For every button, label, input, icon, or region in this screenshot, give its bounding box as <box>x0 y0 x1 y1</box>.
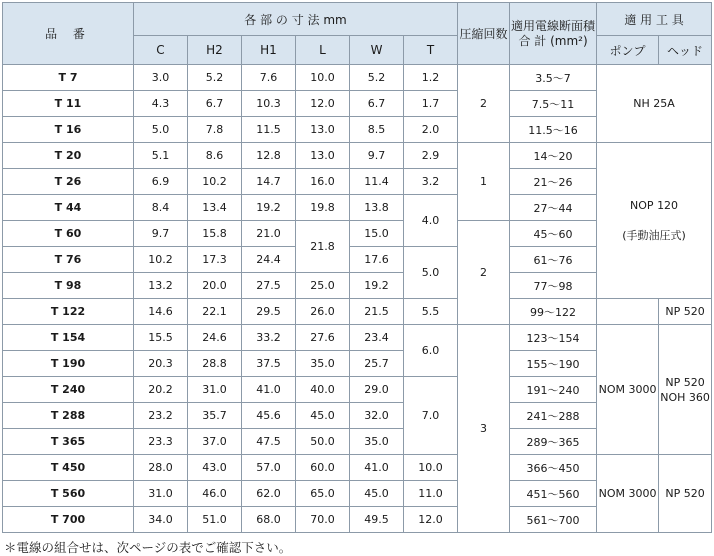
dim-c: 20.3 <box>134 351 188 377</box>
header-wire-area-line1: 適用電線断面積 <box>511 18 596 33</box>
tool-np520: NP 520 <box>659 299 712 325</box>
wire-area: 99～122 <box>510 299 597 325</box>
tool-nop120-name: NOP 120 <box>630 199 679 212</box>
tool-np520-b: NP 520 <box>665 375 705 389</box>
tool-pump-empty <box>597 299 659 325</box>
tool-np520-noh360 <box>659 325 712 455</box>
dim-c: 9.7 <box>134 221 188 247</box>
dim-w: 41.0 <box>350 455 404 481</box>
dim-c: 4.3 <box>134 91 188 117</box>
part-number: T 450 <box>3 455 134 481</box>
dim-l: 50.0 <box>296 429 350 455</box>
footnote: ＊電線の組合せは、次ページの表でご確認下さい。 <box>4 540 292 555</box>
dim-l: 27.6 <box>296 325 350 351</box>
dim-h2: 51.0 <box>188 507 242 533</box>
header-head: ヘッド <box>659 36 712 65</box>
dim-h1: 62.0 <box>242 481 296 507</box>
dim-t-merged: 4.0 <box>404 195 458 247</box>
dim-h2: 46.0 <box>188 481 242 507</box>
dim-l: 25.0 <box>296 273 350 299</box>
part-number: T 76 <box>3 247 134 273</box>
dim-h2: 6.7 <box>188 91 242 117</box>
dim-h2: 17.3 <box>188 247 242 273</box>
header-tools: 適 用 工 具 <box>597 3 712 36</box>
wire-area: 45～60 <box>510 221 597 247</box>
dim-h1: 57.0 <box>242 455 296 481</box>
dim-w: 9.7 <box>350 143 404 169</box>
dim-t: 2.9 <box>404 143 458 169</box>
wire-area: 77～98 <box>510 273 597 299</box>
dim-w: 29.0 <box>350 377 404 403</box>
dim-w: 49.5 <box>350 507 404 533</box>
dim-h1: 24.4 <box>242 247 296 273</box>
dim-c: 15.5 <box>134 325 188 351</box>
dim-h1: 45.6 <box>242 403 296 429</box>
dim-c: 8.4 <box>134 195 188 221</box>
dim-w: 13.8 <box>350 195 404 221</box>
dim-h2: 28.8 <box>188 351 242 377</box>
wire-area: 241～288 <box>510 403 597 429</box>
part-number: T 60 <box>3 221 134 247</box>
tool-nop120-note: (手動油圧式) <box>622 229 686 242</box>
dim-h1: 10.3 <box>242 91 296 117</box>
dim-t-merged: 6.0 <box>404 325 458 377</box>
tool-noh360: NOH 360 <box>660 390 710 404</box>
dim-h2: 10.2 <box>188 169 242 195</box>
header-press-count: 圧縮回数 <box>458 3 510 65</box>
dim-t: 5.5 <box>404 299 458 325</box>
wire-area: 561～700 <box>510 507 597 533</box>
dim-c: 14.6 <box>134 299 188 325</box>
header-pump: ポンプ <box>597 36 659 65</box>
dim-w: 11.4 <box>350 169 404 195</box>
part-number: T 288 <box>3 403 134 429</box>
header-wire-area <box>510 3 597 65</box>
dim-w: 15.0 <box>350 221 404 247</box>
dim-l: 19.8 <box>296 195 350 221</box>
wire-area: 155～190 <box>510 351 597 377</box>
dim-l: 45.0 <box>296 403 350 429</box>
dim-h2: 22.1 <box>188 299 242 325</box>
dim-h1: 27.5 <box>242 273 296 299</box>
wire-area: 3.5～7 <box>510 65 597 91</box>
header-dim-l: L <box>296 36 350 65</box>
part-number: T 20 <box>3 143 134 169</box>
dim-l: 40.0 <box>296 377 350 403</box>
dim-c: 5.0 <box>134 117 188 143</box>
dim-l: 13.0 <box>296 143 350 169</box>
dim-h1: 47.5 <box>242 429 296 455</box>
dim-t: 1.7 <box>404 91 458 117</box>
dim-l: 12.0 <box>296 91 350 117</box>
dim-t-merged: 7.0 <box>404 377 458 455</box>
part-number: T 26 <box>3 169 134 195</box>
press-count: 1 <box>458 143 510 221</box>
table-row <box>3 143 712 169</box>
tool-nh25a: NH 25A <box>597 65 712 143</box>
part-number: T 7 <box>3 65 134 91</box>
part-number: T 154 <box>3 325 134 351</box>
dim-h2: 24.6 <box>188 325 242 351</box>
dim-l: 60.0 <box>296 455 350 481</box>
spec-table <box>2 2 712 533</box>
dim-h1: 33.2 <box>242 325 296 351</box>
part-number: T 16 <box>3 117 134 143</box>
dim-w: 19.2 <box>350 273 404 299</box>
dim-c: 20.2 <box>134 377 188 403</box>
dim-h2: 5.2 <box>188 65 242 91</box>
part-number: T 44 <box>3 195 134 221</box>
dim-c: 6.9 <box>134 169 188 195</box>
dim-t: 1.2 <box>404 65 458 91</box>
table-row <box>3 325 712 351</box>
dim-t: 10.0 <box>404 455 458 481</box>
table-row <box>3 455 712 481</box>
table-row <box>3 299 712 325</box>
dim-h2: 20.0 <box>188 273 242 299</box>
dim-h1: 68.0 <box>242 507 296 533</box>
dim-w: 35.0 <box>350 429 404 455</box>
part-number: T 122 <box>3 299 134 325</box>
tool-nom3000: NOM 3000 <box>597 325 659 455</box>
dim-t: 11.0 <box>404 481 458 507</box>
header-dim-c: C <box>134 36 188 65</box>
dim-h1: 21.0 <box>242 221 296 247</box>
dim-l: 65.0 <box>296 481 350 507</box>
wire-area: 191～240 <box>510 377 597 403</box>
dim-h1: 41.0 <box>242 377 296 403</box>
header-part-number: 品 番 <box>3 3 134 65</box>
dim-c: 10.2 <box>134 247 188 273</box>
dim-c: 31.0 <box>134 481 188 507</box>
table-row <box>3 65 712 91</box>
dim-l: 13.0 <box>296 117 350 143</box>
dim-h1: 7.6 <box>242 65 296 91</box>
header-wire-area-line2: 合 計 (mm²) <box>518 33 588 48</box>
dim-l: 70.0 <box>296 507 350 533</box>
dim-l: 26.0 <box>296 299 350 325</box>
dim-h1: 14.7 <box>242 169 296 195</box>
dim-h1: 19.2 <box>242 195 296 221</box>
dim-t: 3.2 <box>404 169 458 195</box>
dim-w: 17.6 <box>350 247 404 273</box>
dim-l: 35.0 <box>296 351 350 377</box>
header-dim-w: W <box>350 36 404 65</box>
tool-nop120 <box>597 143 712 299</box>
dim-l: 10.0 <box>296 65 350 91</box>
wire-area: 61～76 <box>510 247 597 273</box>
wire-area: 451～560 <box>510 481 597 507</box>
dim-h1: 37.5 <box>242 351 296 377</box>
dim-t: 12.0 <box>404 507 458 533</box>
dim-h1: 11.5 <box>242 117 296 143</box>
dim-c: 3.0 <box>134 65 188 91</box>
dim-h2: 13.4 <box>188 195 242 221</box>
part-number: T 11 <box>3 91 134 117</box>
press-count: 3 <box>458 325 510 533</box>
dim-c: 34.0 <box>134 507 188 533</box>
wire-area: 14～20 <box>510 143 597 169</box>
part-number: T 700 <box>3 507 134 533</box>
dim-w: 23.4 <box>350 325 404 351</box>
dim-h2: 37.0 <box>188 429 242 455</box>
wire-area: 27～44 <box>510 195 597 221</box>
dim-h2: 15.8 <box>188 221 242 247</box>
wire-area: 366～450 <box>510 455 597 481</box>
part-number: T 560 <box>3 481 134 507</box>
dim-w: 25.7 <box>350 351 404 377</box>
tool-nom3000-b: NOM 3000 <box>597 455 659 533</box>
wire-area: 289～365 <box>510 429 597 455</box>
dim-h1: 12.8 <box>242 143 296 169</box>
part-number: T 98 <box>3 273 134 299</box>
press-count: 2 <box>458 65 510 143</box>
header-dim-t: T <box>404 36 458 65</box>
dim-l-merged: 21.8 <box>296 221 350 273</box>
dim-h2: 35.7 <box>188 403 242 429</box>
wire-area: 11.5～16 <box>510 117 597 143</box>
dim-h1: 29.5 <box>242 299 296 325</box>
part-number: T 365 <box>3 429 134 455</box>
header-dimensions: 各 部 の 寸 法 mm <box>134 3 458 36</box>
dim-h2: 31.0 <box>188 377 242 403</box>
part-number: T 190 <box>3 351 134 377</box>
dim-w: 45.0 <box>350 481 404 507</box>
dim-h2: 8.6 <box>188 143 242 169</box>
dim-c: 5.1 <box>134 143 188 169</box>
header-dim-h2: H2 <box>188 36 242 65</box>
dim-c: 28.0 <box>134 455 188 481</box>
dim-w: 8.5 <box>350 117 404 143</box>
dim-h2: 43.0 <box>188 455 242 481</box>
wire-area: 21～26 <box>510 169 597 195</box>
part-number: T 240 <box>3 377 134 403</box>
tool-np520-c: NP 520 <box>659 455 712 533</box>
dim-w: 21.5 <box>350 299 404 325</box>
dim-c: 13.2 <box>134 273 188 299</box>
wire-area: 7.5～11 <box>510 91 597 117</box>
dim-h2: 7.8 <box>188 117 242 143</box>
dim-t: 2.0 <box>404 117 458 143</box>
dim-c: 23.3 <box>134 429 188 455</box>
wire-area: 123～154 <box>510 325 597 351</box>
dim-l: 16.0 <box>296 169 350 195</box>
dim-w: 5.2 <box>350 65 404 91</box>
press-count: 2 <box>458 221 510 325</box>
dim-w: 32.0 <box>350 403 404 429</box>
header-dim-h1: H1 <box>242 36 296 65</box>
dim-t-merged: 5.0 <box>404 247 458 299</box>
dim-w: 6.7 <box>350 91 404 117</box>
dim-c: 23.2 <box>134 403 188 429</box>
